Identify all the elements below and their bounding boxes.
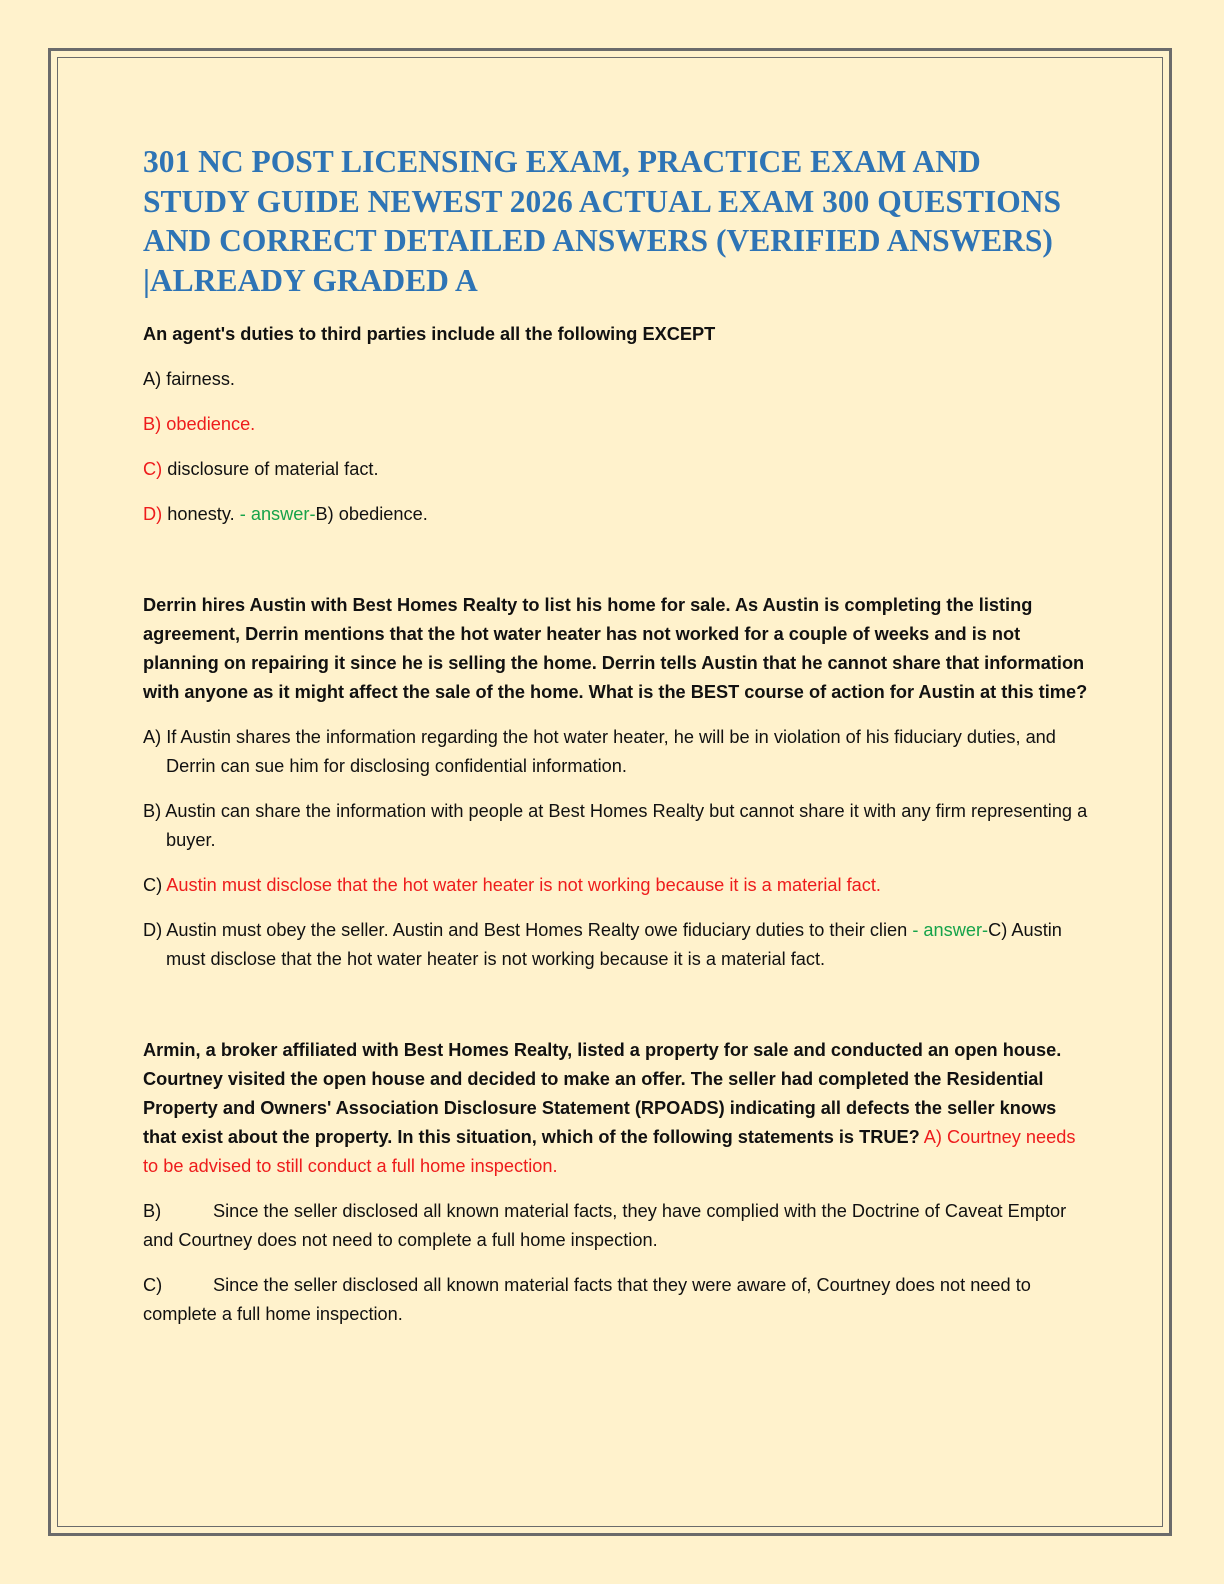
q2-option-a: A) If Austin shares the information regarding the hot water heater, he will be in violation of his fiduciary duties, and Derrin can sue him for disclosing confidential information. xyxy=(143,727,1056,776)
q1-option-c-letter: C) xyxy=(143,459,163,479)
q1-option-b: B) obedience. xyxy=(143,414,256,434)
q1-answer-text: B) obedience. xyxy=(315,504,428,524)
q1-option-d-text: honesty. xyxy=(162,504,240,524)
spacer xyxy=(143,990,1088,1036)
question-3-text: Armin, a broker affiliated with Best Homes Realty, listed a property for sale and conducted an open house. Courtney visited the open house and decided to make an offer. The seller had completed the Residential Property and Owners' Association Disclosure Statement (RPOADS) indicating all defects the seller knows that exist about the property. In this situation, which of the following statements is TRUE? xyxy=(143,1040,1062,1147)
spacer xyxy=(143,545,1088,591)
q1-option-d-letter: D) xyxy=(143,504,163,524)
q2-answer-marker: - answer- xyxy=(912,920,989,940)
q3-option-c-text: Since the seller disclosed all known material facts that they were aware of, Courtney does not need to complete a full home inspection. xyxy=(143,1275,1031,1324)
q2-option-b: B) Austin can share the information with people at Best Homes Realty but cannot share it with any firm representing a buyer. xyxy=(143,801,1088,850)
q1-option-c xyxy=(143,455,1088,484)
document-title: 301 NC POST LICENSING EXAM, PRACTICE EXAM AND STUDY GUIDE NEWEST 2026 ACTUAL EXAM 300 QUESTIONS AND CORRECT DETAILED ANSWERS (VERIFIED ANSWERS) |ALREADY GRADED A xyxy=(143,144,1062,298)
question-2: Derrin hires Austin with Best Homes Realty to list his home for sale. As Austin is completing the listing agreement, Derrin mentions that the hot water heater has not worked for a couple of weeks and is not planning on repairing it since he is selling the home. Derrin tells Austin that he cannot share that information with anyone as it might affect the sale of the home. What is the BEST course of action for Austin at this time? xyxy=(143,595,1088,702)
q1-option-c-text: disclosure of material fact. xyxy=(162,459,379,479)
question-1: An agent's duties to third parties include all the following EXCEPT xyxy=(143,324,716,344)
q2-option-c-text: Austin must disclose that the hot water heater is not working because it is a material fact. xyxy=(166,875,881,895)
q2-option-d-text: D) Austin must obey the seller. Austin and Best Homes Realty owe fiduciary duties to their clien xyxy=(143,920,913,940)
question-3 xyxy=(143,1036,1088,1181)
q2-option-d xyxy=(143,916,1088,974)
q2-answer-text: C) Austin must disclose that the hot water heater is not working because it is a material fact. xyxy=(166,920,1062,969)
q3-option-c-letter: C) xyxy=(143,1275,163,1295)
q2-option-c-letter: C) xyxy=(143,875,167,895)
q3-option-b-text: Since the seller disclosed all known material facts, they have complied with the Doctrine of Caveat Emptor and Courtney does not need to complete a full home inspection. xyxy=(143,1201,1067,1250)
document-body xyxy=(143,142,1088,1345)
q3-option-b-letter: B) xyxy=(143,1201,162,1221)
q1-option-a: A) fairness. xyxy=(143,369,235,389)
q2-option-c xyxy=(143,871,1088,900)
q3-option-a: A) Courtney needs to be advised to still conduct a full home inspection. xyxy=(143,1127,1076,1176)
q1-answer-marker: - answer- xyxy=(239,504,316,524)
q3-option-b xyxy=(143,1197,1088,1255)
q1-option-d xyxy=(143,500,1088,529)
q3-option-c xyxy=(143,1271,1088,1329)
